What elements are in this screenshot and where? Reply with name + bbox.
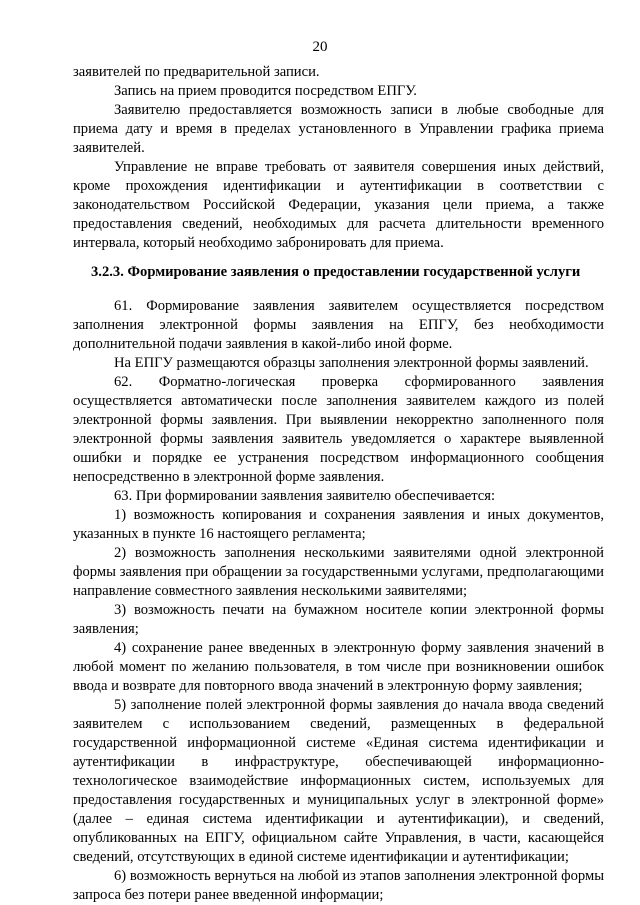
list-item: 4) сохранение ранее введенных в электронную форму заявления значений в любой момент по желанию пользователя, в том числе при возникновении ошибок ввода и возврате для повторного ввода значений в электронную форму заявления; xyxy=(73,640,604,694)
list-item: 5) заполнение полей электронной формы заявления до начала ввода сведений заявителем с использованием сведений, размещенных в федеральной государственной информационной системе «Единая система идентификации и аутентификации в инфраструктуре, обеспечивающей информационно-технологическое взаимодействие информационных систем, используемых для предоставления государственных и муниципальных услуг в электронной форме» (далее – единая система идентификации и аутентификации), и сведений, опубликованных на ЕПГУ, официальном сайте Управления, в части, касающейся сведений, отсутствующих в единой системе идентификации и аутентификации; xyxy=(73,697,604,865)
document-body xyxy=(73,63,604,905)
list-item: 3) возможность печати на бумажном носителе копии электронной формы заявления; xyxy=(73,602,604,637)
paragraph: Заявителю предоставляется возможность записи в любые свободные для приема дату и время в пределах установленного в Управлении графика приема заявителей. xyxy=(73,102,604,156)
section-heading: 3.2.3. Формирование заявления о предоставлении государственной услуги xyxy=(91,264,581,280)
list-item: 2) возможность заполнения несколькими заявителями одной электронной формы заявления при обращении за государственными услугами, предполагающими направление совместного заявления несколькими заявителями; xyxy=(73,545,604,599)
paragraph: Управление не вправе требовать от заявителя совершения иных действий, кроме прохождения идентификации и аутентификации в соответствии с законодательством Российской Федерации, указания цели приема, а также предоставления сведений, необходимых для расчета длительности временного интервала, который необходимо забронировать для приема. xyxy=(73,159,604,251)
paragraph: На ЕПГУ размещаются образцы заполнения электронной формы заявлений. xyxy=(114,355,589,371)
paragraph: 62. Форматно-логическая проверка сформированного заявления осуществляется автоматически после заполнения заявителем каждого из полей электронной формы заявления. При выявлении некорректно заполненного поля электронной формы заявления заявитель уведомляется о характере выявленной ошибки и порядке ее устранения посредством информационного сообщения непосредственно в электронной форме заявления. xyxy=(73,374,604,485)
paragraph: 63. При формировании заявления заявителю обеспечивается: xyxy=(114,488,496,504)
paragraph: Запись на прием проводится посредством ЕПГУ. xyxy=(114,83,417,99)
list-item: 1) возможность копирования и сохранения заявления и иных документов, указанных в пункте 16 настоящего регламента; xyxy=(73,507,604,542)
paragraph: 61. Формирование заявления заявителем осуществляется посредством заполнения электронной формы заявления на ЕПГУ, без необходимости дополнительной подачи заявления в какой-либо иной форме. xyxy=(73,298,604,352)
list-item: 6) возможность вернуться на любой из этапов заполнения электронной формы запроса без потери ранее введенной информации; xyxy=(73,868,604,903)
paragraph: заявителей по предварительной записи. xyxy=(73,64,320,80)
page-number: 20 xyxy=(312,39,328,55)
